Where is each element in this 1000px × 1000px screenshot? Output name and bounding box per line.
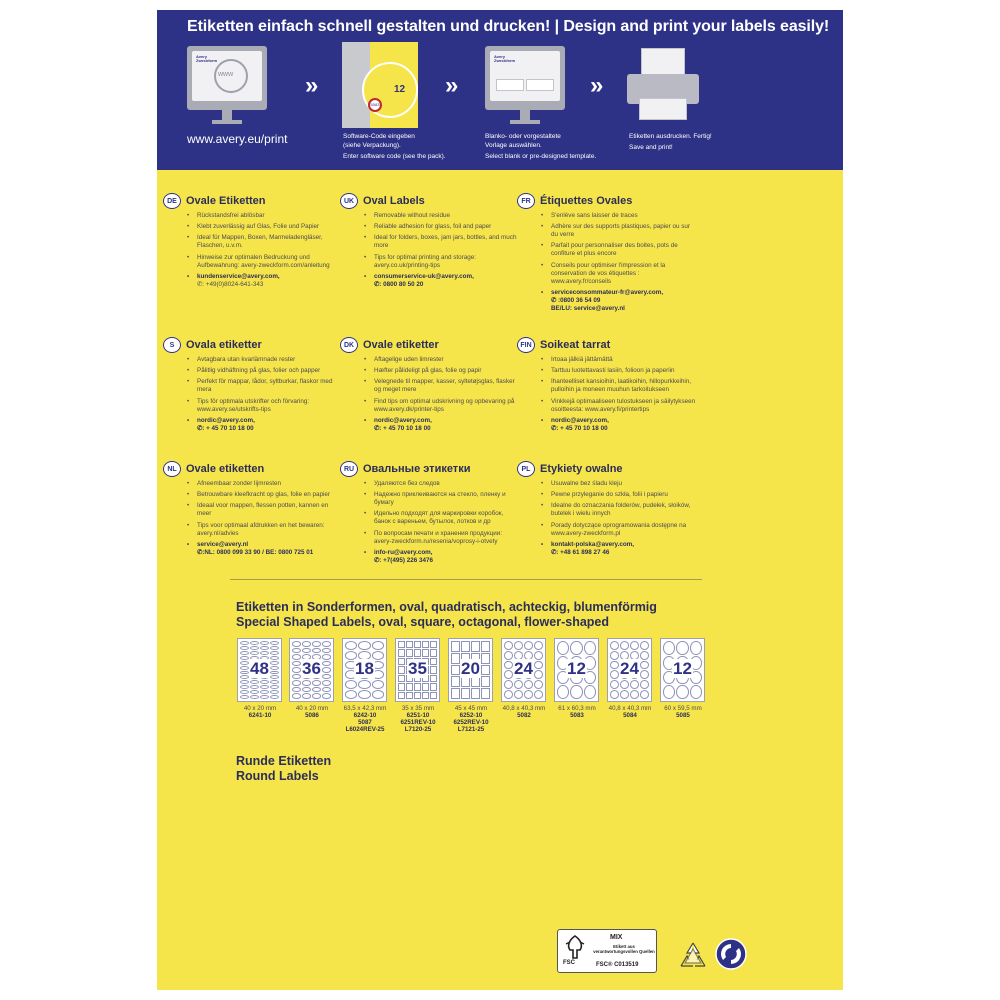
step-2-caption: Software-Code eingeben (siehe Verpackung). Enter software code (see the pack). (343, 133, 446, 160)
bullet: • Reliable adhesion for glass, foil and paper (364, 223, 518, 231)
chevron-right-icon: » (305, 72, 314, 99)
lang-block-ru (340, 461, 518, 568)
design-print-banner (157, 10, 843, 170)
lang-block-nl (163, 461, 341, 560)
label-count: 48 (250, 659, 269, 678)
product-caption: 35 x 35 mm 6251-10 6251REV-10 L7120-25 (400, 705, 436, 733)
special-shapes-title: Etiketten in Sonderformen, oval, quadratisch, achteckig, blumenförmig Special Shaped Labels, oval, square, octagonal, flower-shaped (236, 600, 657, 629)
chevron-right-icon: » (445, 72, 454, 99)
label-count: 18 (355, 659, 374, 678)
contact-info: • kundenservice@avery.com, ✆: +49(0)8024-641-343 (187, 273, 341, 289)
bullet: • Betrouwbare kleefkracht op glas, folie en papier (187, 491, 341, 499)
lang-title: Ovale etiketter (363, 339, 439, 351)
lang-title: Étiquettes Ovales (540, 195, 633, 207)
bullet: • Rückstandsfrei ablösbar (187, 212, 341, 220)
product-caption: 61 x 60,3 mm 5083 (558, 705, 596, 719)
chevron-right-icon: » (590, 72, 599, 99)
fsc-tree-icon (564, 934, 586, 960)
lang-badge-s: S (163, 337, 181, 353)
contact-info: • nordic@avery.com, ✆: + 45 70 10 18 00 (541, 417, 697, 433)
lang-title: Oval Labels (363, 195, 425, 207)
bullet: • Klebt zuverlässig auf Glas, Folie und Papier (187, 223, 341, 231)
pack-software-code-icon: 12 5083 (342, 42, 418, 128)
product-thumbnail (448, 638, 493, 702)
bullet: • S'enlève sans laisser de traces (541, 212, 697, 220)
lang-badge-de: DE (163, 193, 181, 209)
label-package-back (157, 10, 843, 990)
product-caption: 40 x 20 mm 6241-10 (243, 705, 277, 719)
label-count: 35 (408, 659, 427, 678)
bullet: • Porady dotyczące oprogramowania dostępne na www.avery-zweckform.pl (541, 522, 697, 538)
product-thumbnail (607, 638, 652, 702)
product-caption: 60 x 59,5 mm 5085 (664, 705, 702, 719)
product-thumbnail (501, 638, 546, 702)
product-thumbnail (395, 638, 440, 702)
contact-info: • service@avery.nl ✆:NL: 0800 099 33 90 / BE: 0800 725 01 (187, 541, 341, 557)
round-labels-title: Runde Etiketten Round Labels (236, 754, 332, 783)
printer-icon (627, 48, 699, 122)
bullet: • Perfekt för mappar, lådor, syltburkar, flaskor med mera (187, 378, 341, 394)
bullet: • Usuwalne bez śladu kleju (541, 480, 697, 488)
product-caption: 40,8 x 40,3 mm 5084 (608, 705, 652, 719)
product-thumbnail (660, 638, 705, 702)
product-caption: 45 x 45 mm 6252-10 6252REV-10 L7121-25 (453, 705, 489, 733)
contact-info: • nordic@avery.com, ✆: + 45 70 10 18 00 (364, 417, 518, 433)
lang-badge-fin: FIN (517, 337, 535, 353)
contact-info: • serviceconsommateur-fr@avery.com, ✆ :0800 36 54 09 BE/LU: service@avery.nl (541, 289, 697, 313)
lang-title: Etykiety owalne (540, 463, 623, 475)
bullet: • Pewne przyleganie do szkła, folii i papieru (541, 491, 697, 499)
bullet: • Vinkkejä optimaaliseen tulostukseen ja säilytykseen osoitteesta: www.avery.fi/printertips (541, 398, 697, 414)
bullet: • Find tips om optimal udskrivning og opbevaring på www.avery.dk/printer-tips (364, 398, 518, 414)
bullet: • Removable without residue (364, 212, 518, 220)
bullet: • Adhère sur des supports plastiques, papier ou sur du verre (541, 223, 697, 239)
lang-block-fin (517, 337, 697, 436)
bullet: • Ideaal voor mappen, flessen potten, kannen en meer (187, 502, 341, 518)
lang-badge-ru: RU (340, 461, 358, 477)
monitor-template-icon: Avery Zweckform (485, 46, 565, 110)
bullet: • Tips för optimala utskrifter och förvaring: www.avery.se/utskrifts-tips (187, 398, 341, 414)
bullet: • Conseils pour optimiser l'impression et la conservation de vos étiquettes : www.avery.fr/conseils (541, 262, 697, 286)
step-4-caption: Etiketten ausdrucken. Fertig! Save and print! (629, 133, 712, 151)
product-caption: 40,8 x 40,3 mm 5082 (502, 705, 546, 719)
label-count: 24 (620, 659, 639, 678)
fsc-logo: FSC MIX Etikett aus verantwortungsvollen Quellen FSC® C013519 (557, 929, 657, 973)
label-count: 20 (461, 659, 480, 678)
contact-info: • nordic@avery.com, ✆: + 45 70 10 18 00 (187, 417, 341, 433)
product-caption: 40 x 20 mm 5086 (295, 705, 329, 719)
lang-title: Овальные этикетки (363, 463, 471, 475)
bullet: • Aftagelige uden limrester (364, 356, 518, 364)
lang-block-dk (340, 337, 518, 436)
lang-badge-uk: UK (340, 193, 358, 209)
label-count: 36 (302, 659, 321, 678)
contact-info: • info-ru@avery.com, ✆: +7(495) 226 3476 (364, 549, 518, 565)
bullet: • Ideal für Mappen, Boxen, Marmeladengläser, Flaschen, u.v.m. (187, 234, 341, 250)
bullet: • Ihanteelliset kansioihin, laatikoihin, hillopurkkeihin, pulloihin ja moneen muuhun tarkoitukseen (541, 378, 697, 394)
bullet: • Надежно приклеиваются на стекло, пленку и бумагу (364, 491, 518, 507)
bullet: • Ideal for folders, boxes, jam jars, bottles, and much more (364, 234, 518, 250)
lang-block-fr (517, 193, 697, 316)
label-count: 24 (514, 659, 533, 678)
bullet: • Hæfter pålideligt på glas, folie og papir (364, 367, 518, 375)
bullet: • Tips voor optimaal afdrukken en het bewaren: avery.nl/advies (187, 522, 341, 538)
recycle-icon (677, 940, 709, 972)
lang-badge-pl: PL (517, 461, 535, 477)
bullet: • Hinweise zur optimalen Bedruckung und Aufbewahrung: avery-zweckform.com/anleitung (187, 254, 341, 270)
lang-title: Ovala etiketter (186, 339, 262, 351)
lang-block-se (163, 337, 341, 436)
monitor-globe-icon: Avery Zweckform www (187, 46, 267, 110)
bullet: • Pålitlig vidhäftning på glas, folier och papper (187, 367, 341, 375)
product-caption: 63,5 x 42,3 mm 6242-10 5087 L6024REV-25 (343, 705, 387, 733)
bullet: • Tarttuu luotettavasti lasiin, folioon ja paperiin (541, 367, 697, 375)
bullet: • Идельно подходят для маркировки коробок, банок с вареньем, бутылок, лотков и др (364, 510, 518, 526)
step-template (485, 46, 565, 124)
website-url-link[interactable]: www.avery.eu/print (187, 132, 288, 146)
bullet: • Удаляются без следов (364, 480, 518, 488)
bullet: • Tips for optimal printing and storage: avery.co.uk/printing-tips (364, 254, 518, 270)
bullet: • Irtoaa jälkiä jättämättä (541, 356, 697, 364)
bullet: • Parfait pour personnaliser des boites, pots de confiture et plus encore (541, 242, 697, 258)
contact-info: • kontakt-polska@avery.com, ✆: +48 61 898 27 46 (541, 541, 697, 557)
lang-block-pl (517, 461, 697, 560)
product-thumbnail (289, 638, 334, 702)
product-thumbnail (554, 638, 599, 702)
bullet: • Afneembaar zonder lijmresten (187, 480, 341, 488)
bullet: • Velegnede til mapper, kasser, syltetøjsglas, flasker og meget mere (364, 378, 518, 394)
step-website (187, 46, 267, 124)
banner-title: Etiketten einfach schnell gestalten und drucken! | Design and print your labels easily! (187, 18, 830, 35)
product-thumbnail (237, 638, 282, 702)
lang-title: Ovale Etiketten (186, 195, 266, 207)
bullet: • Idealne do oznaczania folderów, pudełek, słoików, butelek i wielu innych (541, 502, 697, 518)
label-count: 12 (567, 659, 586, 678)
product-thumbnail (342, 638, 387, 702)
step-3-caption: Blanko- oder vorgestaltete Vorlage auswählen. Select blank or pre-designed template. (485, 133, 597, 160)
lang-badge-dk: DK (340, 337, 358, 353)
lang-badge-fr: FR (517, 193, 535, 209)
lang-block-de (163, 193, 341, 292)
bullet: • Avtagbara utan kvarlämnade rester (187, 356, 341, 364)
lang-title: Soikeat tarrat (540, 339, 611, 351)
contact-info: • consumerservice-uk@avery.com, ✆: 0800 80 50 20 (364, 273, 518, 289)
bullet: • По вопросам печати и хранения продукции: avery-zweckform.ru/resenia/voprosy-i-otvety (364, 530, 518, 546)
lang-badge-nl: NL (163, 461, 181, 477)
green-dot-icon (715, 938, 747, 970)
lang-block-uk (340, 193, 518, 292)
lang-title: Ovale etiketten (186, 463, 265, 475)
section-divider (230, 579, 702, 580)
label-count: 12 (673, 659, 692, 678)
